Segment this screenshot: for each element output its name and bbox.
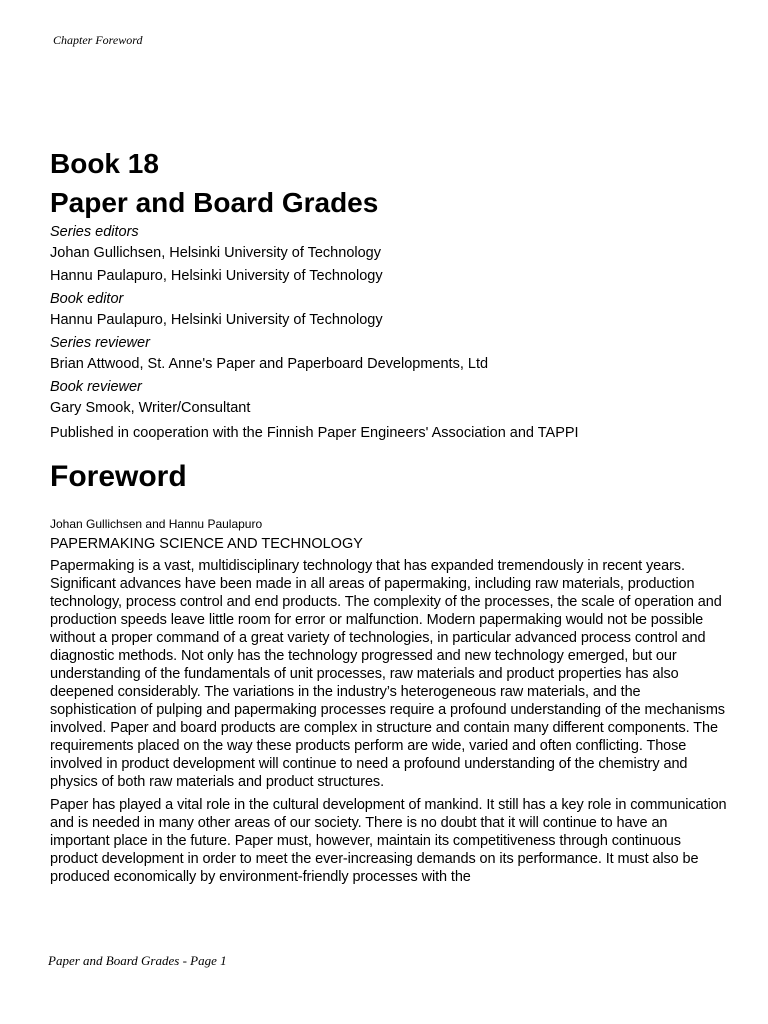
body-paragraph: Papermaking is a vast, multidisciplinary technology that has expanded tremendously in recent years. Significant advances have been made in all areas of papermaking, including raw materials, production technology, process control and end products. The complexity of the processes, the scale of operation and production speeds leave little room for error or malfunction. Modern papermaking would not be possible without a proper command of a great variety of technologies, in particular advanced process control and diagnostic methods. Not only has the technology progressed and new technology emerged, but our understanding of the fundamentals of unit processes, raw materials and product properties has also deepened considerably. The variations in the industry’s heterogeneous raw materials, and the sophistication of pulping and papermaking processes require a profound understanding of the mechanisms involved. Paper and board products are complex in structure and contain many different components. The requirements placed on the way these products perform are wide, varied and often conflicting. Those involved in product development will continue to need a profound understanding of the chemistry and physics of both raw materials and product structures. (50, 558, 725, 790)
credit-role-book-reviewer: Book reviewer (50, 379, 142, 395)
credit-person: Johan Gullichsen, Helsinki University of Technology (50, 245, 381, 261)
credit-role-series-reviewer: Series reviewer (50, 335, 150, 351)
credit-role-book-editor: Book editor (50, 291, 124, 307)
published-note: Published in cooperation with the Finnish Paper Engineers' Association and TAPPI (50, 425, 579, 441)
credit-person: Brian Attwood, St. Anne's Paper and Paperboard Developments, Ltd (50, 356, 489, 372)
foreword-title: Foreword (50, 460, 187, 493)
page-footer: Paper and Board Grades - Page 1 (48, 953, 227, 968)
section-heading: PAPERMAKING SCIENCE AND TECHNOLOGY (50, 536, 363, 552)
foreword-authors: Johan Gullichsen and Hannu Paulapuro (50, 517, 263, 531)
credits-block (50, 222, 730, 419)
credit-person: Gary Smook, Writer/Consultant (50, 400, 251, 416)
credit-person: Hannu Paulapuro, Helsinki University of Technology (50, 312, 383, 328)
body-paragraph: Paper has played a vital role in the cultural development of mankind. It still has a key role in communication and is needed in many other areas of our society. There is no doubt that it will continue to have an important place in the future. Paper must, however, maintain its competitiveness through continuous product development in order to meet the ever-increasing demands on its performance. It must also be produced economically by environment-friendly processes with the (50, 797, 727, 885)
book-number: Book 18 (50, 148, 159, 179)
credit-role-series-editors: Series editors (50, 224, 139, 240)
page-content (50, 144, 730, 891)
running-header: Chapter Foreword (53, 33, 143, 47)
credit-person: Hannu Paulapuro, Helsinki University of Technology (50, 268, 383, 284)
book-title: Paper and Board Grades (50, 187, 379, 218)
